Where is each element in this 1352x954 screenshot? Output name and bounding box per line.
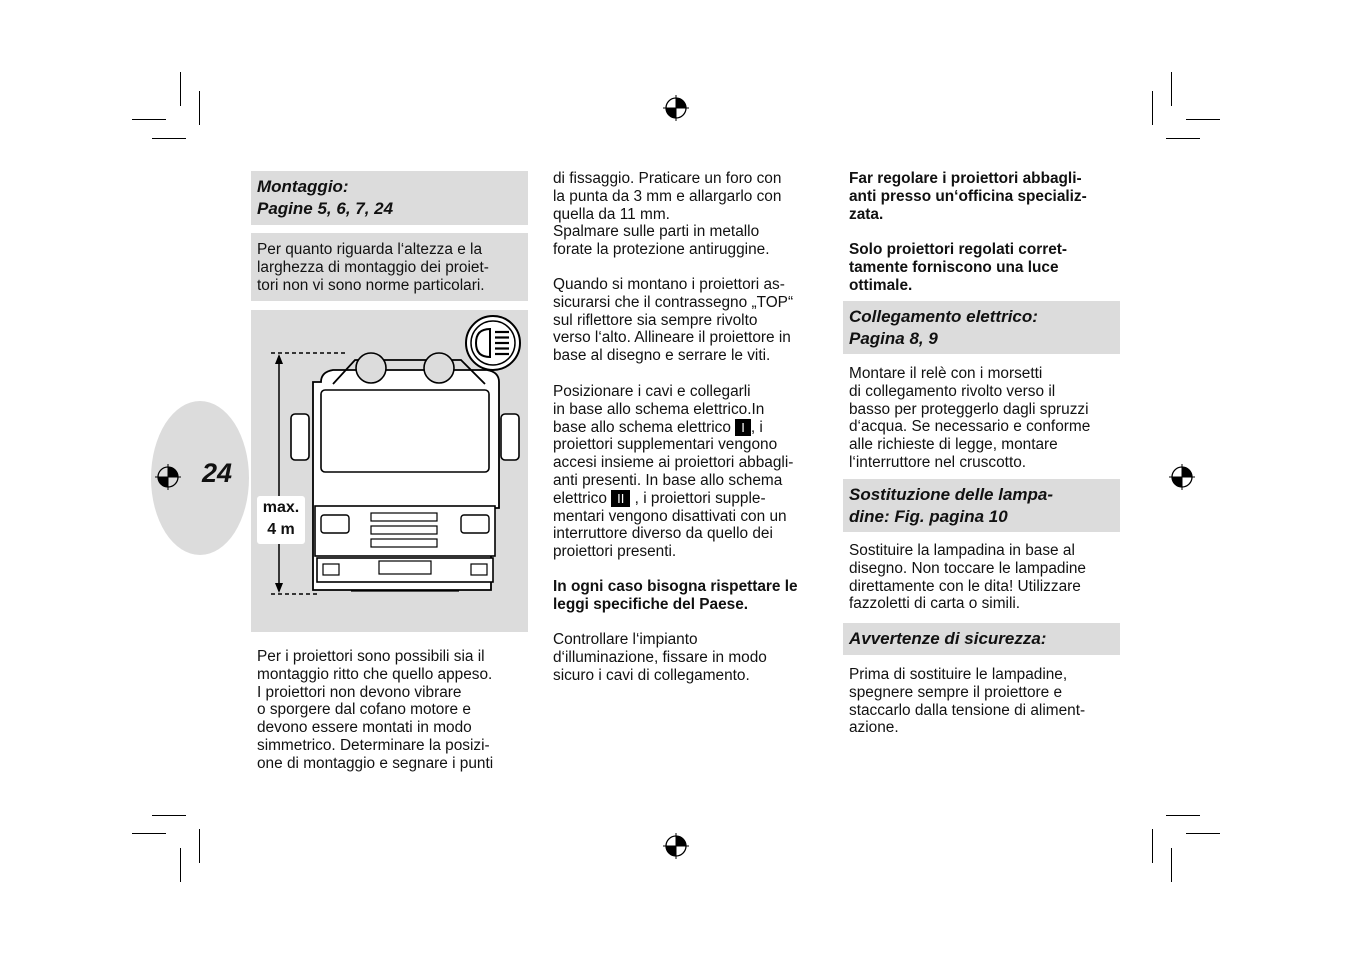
section-heading-sostituzione	[843, 479, 1120, 532]
high-beam-icon	[464, 314, 522, 372]
paragraph: Controllare l‘impianto d‘illuminazione, fissare in modo sicuro i cavi di collegamento.	[553, 631, 767, 684]
truck-figure	[251, 310, 528, 632]
registration-mark-icon	[155, 464, 181, 490]
paragraph: di fissaggio. Praticare un foro con la punta da 3 mm e allargarlo con quella da 11 mm. Spalmare sulle parti in metallo forate la protezione antiruggine.	[553, 170, 782, 259]
schema-text: Posizionare i cavi e collegarli in base allo schema elettrico.In base allo schema elettrico	[553, 383, 765, 436]
section-heading-avvertenze	[843, 623, 1120, 655]
section-heading-montaggio	[251, 171, 528, 225]
height-label	[257, 496, 305, 544]
body-text: Per i proiettori sono possibili sia il montaggio ritto che quello appeso. I proiettori non devono vibrare o sporgere dal cofano motore e devono essere montati in modo simmetrico. Determinare la posizi- one di montaggio e segnare i punti	[257, 648, 494, 772]
schema-badge-2: II	[611, 490, 630, 507]
paragraph: Quando si montano i proiettori as- sicurarsi che il contrassegno „TOP“ sul riflettore sia sempre rivolto verso l‘alto. Allineare il proiettore in base al disegno e serrare le viti.	[553, 276, 794, 365]
label-value: 4 m	[267, 521, 295, 538]
schema-text: proiettori supplementari vengono accesi insieme ai proiettori abbagli- anti presenti. In base allo schema elettrico	[553, 436, 794, 507]
paragraph-schema	[553, 383, 793, 561]
heading-line: dine: Fig. pagina 10	[849, 507, 1008, 526]
heading-line: Collegamento elettrico:	[849, 307, 1038, 326]
paragraph: Prima di sostituire le lampadine, spegnere sempre il proiettore e staccarlo dalla tensione di aliment- azione.	[849, 666, 1086, 737]
registration-mark-icon	[1169, 464, 1195, 490]
schema-text: , i proiettori supple-	[630, 489, 766, 507]
heading-line: Pagina 8, 9	[849, 329, 938, 348]
heading-line: Avvertenze di sicurezza:	[849, 629, 1047, 648]
label-max: max.	[262, 499, 300, 516]
schema-badge-1: I	[735, 419, 751, 436]
schema-text: , i	[750, 418, 763, 436]
heading-line: Sostituzione delle lampa-	[849, 485, 1054, 504]
registration-mark-icon	[663, 95, 689, 121]
page-number: 24	[202, 458, 233, 488]
paragraph-bold: Far regolare i proiettori abbagli- anti presso un‘officina specializ- zata.	[849, 170, 1087, 223]
registration-mark-icon	[663, 833, 689, 859]
schema-text: mentari vengono disattivati con un interruttore diverso da quello dei proiettori presenti.	[553, 507, 787, 561]
heading-line: Montaggio:	[257, 177, 349, 196]
section-heading-collegamento	[843, 301, 1120, 354]
paragraph-bold: In ogni caso bisogna rispettare le leggi specifiche del Paese.	[553, 578, 798, 613]
paragraph: Sostituire la lampadina in base al disegno. Non toccare le lampadine direttamente con le dita! Utilizzare fazzoletti di carta o simili.	[849, 542, 1086, 613]
paragraph-bold: Solo proiettori regolati corret- tamente forniscono una luce ottimale.	[849, 241, 1068, 294]
intro-text: Per quanto riguarda l‘altezza e la larghezza di montaggio dei proiet- tori non vi sono norme particolari.	[257, 241, 489, 294]
paragraph: Montare il relè con i morsetti di collegamento rivolto verso il basso per proteggerlo dagli spruzzi d‘acqua. Se necessario e conforme alle richieste di legge, montare l‘interruttore nel cruscotto.	[849, 365, 1091, 471]
heading-line: Pagine 5, 6, 7, 24	[257, 199, 394, 218]
